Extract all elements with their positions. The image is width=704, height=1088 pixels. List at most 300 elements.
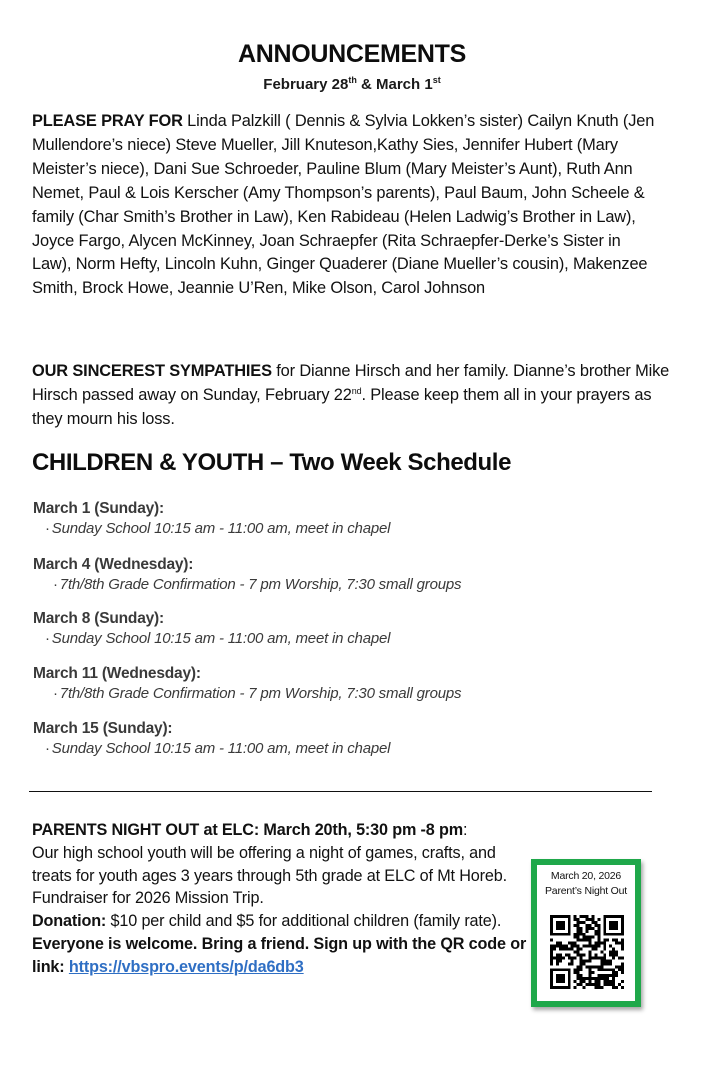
qr-module <box>594 924 597 927</box>
qr-module <box>594 953 597 956</box>
qr-module <box>588 939 591 942</box>
qr-module <box>580 921 583 924</box>
qr-module <box>591 918 594 921</box>
schedule-title: CHILDREN & YOUTH – Two Week Schedule <box>32 449 512 476</box>
donation-label: Donation: <box>32 912 107 931</box>
qr-module <box>580 962 583 965</box>
qr-module <box>621 980 624 983</box>
qr-module <box>597 977 600 980</box>
qr-module <box>550 962 553 965</box>
qr-module <box>553 956 556 959</box>
bullet-icon: · <box>45 630 50 647</box>
qr-module <box>594 977 597 980</box>
qr-card <box>531 859 641 1007</box>
pno-label: PARENTS NIGHT OUT <box>32 821 200 839</box>
qr-module <box>580 939 583 942</box>
qr-module <box>588 983 591 986</box>
qr-module <box>597 980 600 983</box>
qr-module <box>621 965 624 968</box>
qr-module <box>603 962 606 965</box>
qr-module <box>583 986 586 989</box>
schedule-date: March 4 (Wednesday): <box>33 556 194 573</box>
qr-caption-date: March 20, 2026 <box>550 870 622 882</box>
qr-module <box>597 918 600 921</box>
qr-module <box>606 980 609 983</box>
signup-link[interactable]: https://vbspro.events/p/da6db3 <box>68 957 304 976</box>
qr-caption-event: Parent’s Night Out <box>545 884 627 897</box>
qr-module <box>577 927 580 930</box>
qr-module <box>574 951 577 954</box>
qr-module <box>568 953 571 956</box>
qr-module <box>588 974 591 977</box>
qr-module <box>577 930 580 933</box>
qr-module <box>550 945 553 948</box>
qr-module <box>621 986 624 989</box>
qr-module <box>609 945 612 948</box>
qr-module <box>594 980 597 983</box>
prayer-names: Linda Palzkill ( Dennis & Sylvia Lokken’s sister) Cailyn Knuth (Jen Mullendore’s niece) Steve Mueller, Jill Knuteson,Kathy Sies, Jennifer Hubert (Mary Meister’s niece), Dani Sue Schroeder, Pauline Blum (Mary Meister’s Aunt), Ruth Ann Nemet, Paul & Lois Kerscher (Amy Thompson’s parents), Paul Baum, John Scheele & family (Char Smith’s Brother in Law), Ken Rabideau (Helen Ladwig’s Brother in Law), Joyce Fargo, Alycen McKinney, Joan Schraepfer (Rita Schraepfer-Derke’s Sister in Law), Norm Hefty, Lincoln Kuhn, Ginger Quaderer (Diane Mueller’s cousin), Makenzee Smith, Brock Howe, Jeannie U’Ren, Mike Olson, Carol Johnson <box>32 112 655 298</box>
qr-module <box>612 939 615 942</box>
qr-module <box>606 962 609 965</box>
qr-module <box>580 983 583 986</box>
qr-module <box>612 986 615 989</box>
qr-module <box>583 980 586 983</box>
qr-module <box>586 918 589 921</box>
qr-module <box>594 933 597 936</box>
qr-module <box>574 933 577 936</box>
qr-module <box>618 983 621 986</box>
schedule-entry <box>33 609 653 649</box>
qr-module <box>603 959 606 962</box>
qr-module <box>580 953 583 956</box>
qr-module <box>583 936 586 939</box>
qr-module <box>600 942 603 945</box>
qr-module <box>580 930 583 933</box>
schedule-date: March 8 (Sunday): <box>33 610 164 627</box>
qr-module <box>565 953 568 956</box>
qr-module <box>621 971 624 974</box>
schedule-entry <box>33 499 653 539</box>
qr-module <box>580 915 583 918</box>
schedule-entry <box>33 664 653 704</box>
parents-night-out <box>32 819 537 979</box>
qr-module <box>594 921 597 924</box>
qr-module <box>609 983 612 986</box>
qr-module <box>574 986 577 989</box>
qr-module <box>597 974 600 977</box>
qr-module <box>615 986 618 989</box>
qr-module <box>597 924 600 927</box>
qr-module <box>615 965 618 968</box>
qr-module <box>606 968 609 971</box>
qr-module <box>600 959 603 962</box>
qr-module <box>565 945 568 948</box>
qr-module <box>597 983 600 986</box>
qr-module <box>577 924 580 927</box>
qr-module <box>615 939 618 942</box>
qr-module <box>577 921 580 924</box>
qr-module <box>574 971 577 974</box>
qr-module <box>583 959 586 962</box>
qr-module <box>621 948 624 951</box>
qr-module <box>603 945 606 948</box>
qr-module <box>594 965 597 968</box>
qr-module <box>556 953 559 956</box>
qr-module <box>580 974 583 977</box>
qr-module <box>577 953 580 956</box>
qr-module <box>583 933 586 936</box>
qr-module <box>586 977 589 980</box>
qr-module <box>571 942 574 945</box>
prayer-list <box>32 110 662 301</box>
qr-module <box>583 977 586 980</box>
qr-module <box>586 927 589 930</box>
qr-module <box>591 971 594 974</box>
qr-module <box>553 948 556 951</box>
qr-module <box>559 945 562 948</box>
qr-module <box>577 918 580 921</box>
qr-module <box>568 948 571 951</box>
qr-module <box>588 945 591 948</box>
sympathy-text-1: for Dianne Hirsch and her family. Dianne’s brother Mike Hirsch passed away on Sunday, February 22 <box>32 362 670 404</box>
qr-module <box>603 953 606 956</box>
schedule-item <box>33 739 653 759</box>
qr-module <box>603 980 606 983</box>
schedule-item-text: Sunday School 10:15 am - 11:00 am, meet in chapel <box>51 630 391 647</box>
qr-module <box>588 968 591 971</box>
qr-module <box>594 930 597 933</box>
qr-module <box>603 948 606 951</box>
schedule-entry <box>33 719 653 759</box>
qr-module <box>612 980 615 983</box>
qr-module <box>577 933 580 936</box>
schedule-item <box>33 575 653 595</box>
qr-module <box>597 986 600 989</box>
qr-module <box>559 959 562 962</box>
qr-module <box>586 983 589 986</box>
qr-module <box>612 968 615 971</box>
qr-module <box>612 951 615 954</box>
qr-module <box>618 965 621 968</box>
bullet-icon: · <box>53 685 58 702</box>
qr-module <box>600 951 603 954</box>
qr-module <box>588 927 591 930</box>
qr-module <box>606 977 609 980</box>
qr-module <box>550 939 553 942</box>
qr-module <box>577 983 580 986</box>
qr-module <box>556 942 559 945</box>
qr-module <box>571 948 574 951</box>
qr-module <box>583 915 586 918</box>
qr-module <box>550 959 553 962</box>
qr-module <box>577 936 580 939</box>
qr-module <box>597 942 600 945</box>
bullet-icon: · <box>45 740 50 757</box>
qr-module <box>577 945 580 948</box>
qr-module <box>615 971 618 974</box>
schedule-date: March 11 (Wednesday): <box>33 665 201 682</box>
qr-module <box>559 942 562 945</box>
qr-module <box>609 953 612 956</box>
qr-module <box>580 968 583 971</box>
subtitle-sup1: th <box>348 75 357 85</box>
qr-module <box>591 915 594 918</box>
qr-module <box>562 948 565 951</box>
qr-module <box>603 977 606 980</box>
qr-module <box>621 956 624 959</box>
qr-module <box>588 918 591 921</box>
qr-module <box>591 983 594 986</box>
qr-module <box>591 921 594 924</box>
qr-module <box>609 968 612 971</box>
qr-module <box>550 948 553 951</box>
qr-module <box>591 977 594 980</box>
schedule-date: March 1 (Sunday): <box>33 500 164 517</box>
qr-module <box>588 951 591 954</box>
qr-module <box>597 930 600 933</box>
qr-module <box>600 962 603 965</box>
qr-module <box>606 959 609 962</box>
qr-module <box>577 971 580 974</box>
qr-module <box>615 942 618 945</box>
qr-module <box>609 974 612 977</box>
qr-module <box>586 965 589 968</box>
qr-module <box>568 956 571 959</box>
qr-module <box>562 945 565 948</box>
qr-module <box>574 918 577 921</box>
qr-module <box>603 939 606 942</box>
qr-module <box>580 977 583 980</box>
qr-module <box>583 939 586 942</box>
qr-module <box>556 959 559 962</box>
qr-module <box>588 965 591 968</box>
qr-module <box>618 968 621 971</box>
qr-module <box>583 921 586 924</box>
qr-module <box>597 968 600 971</box>
qr-module <box>600 986 603 989</box>
qr-module <box>609 962 612 965</box>
qr-module <box>612 953 615 956</box>
qr-module <box>603 974 606 977</box>
qr-module <box>571 945 574 948</box>
qr-module <box>621 942 624 945</box>
qr-code-icon[interactable] <box>550 910 624 994</box>
sympathy-sup: nd <box>351 385 362 396</box>
section-divider <box>29 791 652 792</box>
schedule-item <box>33 684 653 704</box>
qr-module <box>580 956 583 959</box>
qr-module <box>588 956 591 959</box>
schedule-item-text: Sunday School 10:15 am - 11:00 am, meet in chapel <box>51 740 391 757</box>
qr-module <box>591 945 594 948</box>
qr-module <box>556 956 559 959</box>
qr-module <box>550 956 553 959</box>
qr-module <box>594 986 597 989</box>
qr-module <box>621 962 624 965</box>
schedule-item-text: 7th/8th Grade Confirmation - 7 pm Worship, 7:30 small groups <box>59 685 462 702</box>
sympathy-notice <box>32 360 672 432</box>
qr-module <box>618 956 621 959</box>
qr-module <box>583 945 586 948</box>
qr-module <box>580 948 583 951</box>
qr-module <box>571 962 574 965</box>
qr-module <box>553 945 556 948</box>
qr-module <box>615 974 618 977</box>
qr-module <box>550 953 553 956</box>
qr-module <box>586 924 589 927</box>
schedule-item <box>33 519 653 539</box>
qr-module <box>612 983 615 986</box>
qr-module <box>609 959 612 962</box>
page-title: ANNOUNCEMENTS <box>237 40 467 68</box>
qr-module <box>574 945 577 948</box>
qr-module <box>588 924 591 927</box>
qr-module <box>559 948 562 951</box>
qr-module <box>556 945 559 948</box>
qr-module <box>559 953 562 956</box>
qr-module <box>600 974 603 977</box>
schedule-item-text: Sunday School 10:15 am - 11:00 am, meet in chapel <box>51 520 391 537</box>
qr-module <box>591 927 594 930</box>
qr-module <box>574 968 577 971</box>
qr-module <box>583 953 586 956</box>
qr-module <box>588 936 591 939</box>
qr-module <box>574 942 577 945</box>
schedule-item <box>33 629 653 649</box>
qr-module <box>586 915 589 918</box>
qr-module <box>603 956 606 959</box>
qr-module <box>606 974 609 977</box>
qr-module <box>586 930 589 933</box>
qr-module <box>594 983 597 986</box>
bullet-icon: · <box>45 520 50 537</box>
qr-module <box>577 951 580 954</box>
qr-module <box>618 942 621 945</box>
schedule-entry <box>33 555 653 595</box>
schedule-date: March 15 (Sunday): <box>33 720 173 737</box>
qr-module <box>568 942 571 945</box>
qr-module <box>568 962 571 965</box>
qr-module <box>591 948 594 951</box>
qr-module <box>609 980 612 983</box>
welcome-text: Everyone is welcome. Bring a friend. Sign up with the QR code or link: <box>32 934 527 976</box>
qr-module <box>580 965 583 968</box>
qr-module <box>603 983 606 986</box>
pno-description: Our high school youth will be offering a night of games, crafts, and treats for youth ages 3 years through 5th grade at ELC of Mt Horeb. Fundraiser for 2026 Mission Trip. <box>32 843 507 908</box>
qr-module <box>615 951 618 954</box>
qr-module <box>606 983 609 986</box>
qr-module <box>594 945 597 948</box>
qr-module <box>550 951 553 954</box>
qr-module <box>556 962 559 965</box>
qr-module <box>588 942 591 945</box>
qr-module <box>609 951 612 954</box>
qr-module <box>588 959 591 962</box>
qr-module <box>574 956 577 959</box>
qr-module <box>588 971 591 974</box>
qr-module <box>588 977 591 980</box>
qr-module <box>612 974 615 977</box>
qr-module <box>574 980 577 983</box>
qr-module <box>603 942 606 945</box>
sympathy-label: OUR SINCEREST SYMPATHIES <box>32 362 272 380</box>
qr-module <box>586 945 589 948</box>
qr-module <box>621 939 624 942</box>
qr-module <box>612 956 615 959</box>
qr-module <box>597 927 600 930</box>
qr-module <box>580 980 583 983</box>
qr-module <box>615 953 618 956</box>
bullet-icon: · <box>53 576 58 593</box>
qr-module <box>606 939 609 942</box>
pno-colon: : <box>462 821 468 839</box>
qr-module <box>588 980 591 983</box>
qr-module <box>580 933 583 936</box>
qr-module <box>574 924 577 927</box>
qr-module <box>577 948 580 951</box>
qr-module <box>588 953 591 956</box>
qr-caption <box>537 869 635 898</box>
subtitle-sup2: st <box>432 75 441 85</box>
qr-module <box>577 977 580 980</box>
qr-module <box>612 977 615 980</box>
sympathy-text-2: . Please keep them all in your prayers as they mourn his loss. <box>32 385 652 428</box>
qr-module <box>577 939 580 942</box>
qr-module <box>577 974 580 977</box>
qr-module <box>597 956 600 959</box>
donation-text: $10 per child and $5 for additional children (family rate). <box>106 912 502 931</box>
qr-module <box>594 948 597 951</box>
qr-module <box>591 965 594 968</box>
qr-module <box>597 936 600 939</box>
qr-module <box>597 939 600 942</box>
prayer-label: PLEASE PRAY FOR <box>32 112 183 130</box>
qr-module <box>591 936 594 939</box>
qr-module <box>600 965 603 968</box>
schedule-item-text: 7th/8th Grade Confirmation - 7 pm Worship, 7:30 small groups <box>59 576 462 593</box>
qr-module <box>574 915 577 918</box>
qr-module <box>571 956 574 959</box>
qr-module <box>621 945 624 948</box>
qr-module <box>591 956 594 959</box>
qr-module <box>580 927 583 930</box>
qr-module <box>586 939 589 942</box>
subtitle-date1: February 28 <box>263 76 349 93</box>
qr-module <box>577 968 580 971</box>
qr-module <box>612 971 615 974</box>
qr-module <box>580 959 583 962</box>
qr-module <box>559 956 562 959</box>
qr-module <box>597 965 600 968</box>
qr-module <box>603 968 606 971</box>
subtitle-date2: & March 1 <box>356 76 433 93</box>
pno-heading: at ELC: March 20th, 5:30 pm -8 pm <box>199 821 463 839</box>
qr-module <box>594 956 597 959</box>
qr-module <box>594 942 597 945</box>
qr-module <box>586 959 589 962</box>
qr-module <box>600 956 603 959</box>
qr-module <box>612 948 615 951</box>
page-subtitle-dates <box>0 76 704 93</box>
qr-module <box>571 959 574 962</box>
qr-module <box>562 956 565 959</box>
qr-module <box>565 948 568 951</box>
qr-module <box>574 936 577 939</box>
qr-module <box>621 968 624 971</box>
qr-module <box>583 962 586 965</box>
qr-module <box>586 936 589 939</box>
qr-module <box>600 977 603 980</box>
